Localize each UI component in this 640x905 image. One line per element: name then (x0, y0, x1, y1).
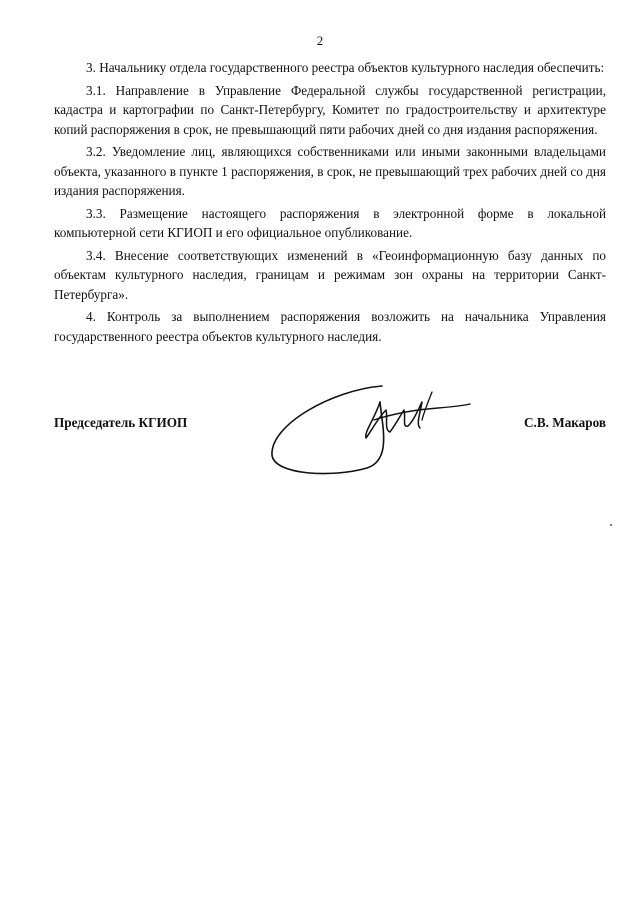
signatory-name: С.В. Макаров (524, 415, 606, 430)
paragraph-3-4: 3.4. Внесение соответствующих изменений в «Геоинформационную базу данных по объектам культурного наследия, границам и режимам зон охраны на территории Санкт-Петербурга». (54, 247, 606, 302)
paragraph-4: 4. Контроль за выполнением распоряжения возложить на начальника Управления государственного реестра объектов культурного наследия. (54, 309, 606, 344)
paragraph-3-1: 3.1. Направление в Управление Федеральной службы государственной регистрации, кадастра и картографии по Санкт-Петербургу, Комитет по градостроительству и архитектуре копий распоряжения в срок, не превышающий пяти рабочих дней со дня издания распоряжения. (54, 82, 606, 137)
scan-dot (610, 524, 612, 526)
page-number: 2 (316, 33, 324, 48)
paragraph-3-3: 3.3. Размещение настоящего распоряжения в электронной форме в локальной компьютерной сети КГИОП и его официальное опубликование. (54, 205, 606, 240)
paragraph-3: 3. Начальнику отдела государственного реестра объектов культурного наследия обеспечить: (86, 60, 605, 75)
paragraph-3-2: 3.2. Уведомление лиц, являющихся собственниками или иными законными владельцами объекта, указанного в пункте 1 распоряжения, в срок, не превышающий трех рабочих дней со дня издания распоряжения. (54, 144, 606, 198)
document-body (54, 58, 606, 349)
handwritten-signature (262, 380, 482, 480)
signatory-title: Председатель КГИОП (54, 415, 188, 430)
